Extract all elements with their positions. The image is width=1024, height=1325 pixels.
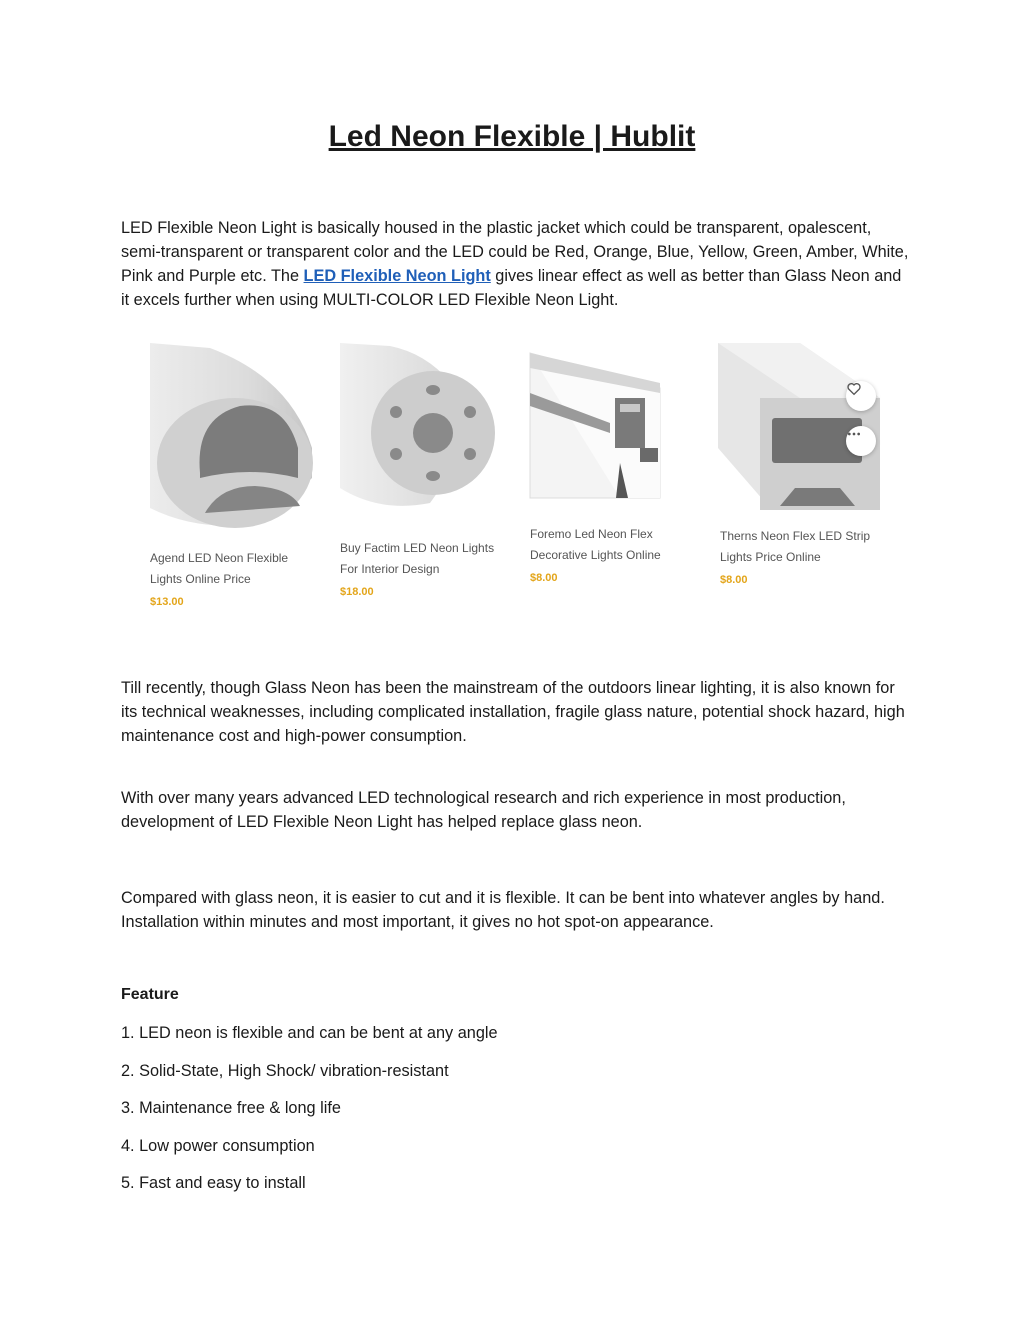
product-price: $18.00: [340, 586, 374, 598]
led-flexible-neon-light-link[interactable]: LED Flexible Neon Light: [303, 267, 491, 285]
paragraph-comparison: Compared with glass neon, it is easier to cut and it is flexible. It can be bent into whatever angles by hand. Installation within minutes and most important, it gives no hot spot-on appearance.: [121, 889, 885, 931]
product-price: $8.00: [530, 572, 558, 584]
more-horizontal-icon: [846, 426, 862, 442]
neon-profile-d-shape-icon: [140, 338, 320, 538]
product-name[interactable]: Buy Factim LED Neon Lights For Interior Design: [340, 541, 495, 576]
product-price: $13.00: [150, 596, 184, 608]
paragraph-glass-neon: Till recently, though Glass Neon has been the mainstream of the outdoors linear lighting, it is also known for its technical weaknesses, including complicated installation, fragile glass nature, potential shock hazard, high maintenance cost and high-power consumption.: [121, 679, 905, 745]
product-name[interactable]: Foremo Led Neon Flex Decorative Lights Online: [530, 527, 661, 562]
product-card[interactable]: [520, 338, 700, 618]
product-card[interactable]: [710, 338, 890, 618]
heart-icon: [846, 381, 862, 397]
intro-text-before: LED Flexible Neon Light is basically housed in the plastic jacket which could be transparent, opalescent, semi-transparent or transparent color and the LED could be Red, Orange, Blue, Yellow, Green, Amber, White, Pink and Purple etc. The: [121, 219, 909, 285]
page-title: Led Neon Flexible | Hublit: [328, 120, 696, 153]
intro-paragraph: [121, 216, 911, 312]
product-name[interactable]: Agend LED Neon Flexible Lights Online Price: [150, 551, 289, 586]
neon-profile-round-multi-hole-icon: [330, 338, 510, 538]
product-card[interactable]: [140, 338, 320, 618]
feature-item: 2. Solid-State, High Shock/ vibration-resistant: [121, 1062, 449, 1080]
product-price: $8.00: [720, 574, 748, 586]
intro-text-after: gives linear effect as well as better than Glass Neon and it excels further when using MULTI-COLOR LED Flexible Neon Light.: [121, 267, 902, 309]
neon-profile-side-emitting-icon: [520, 338, 700, 528]
product-card[interactable]: [330, 338, 510, 618]
feature-item: 5. Fast and easy to install: [121, 1174, 306, 1192]
product-image-strip: [140, 338, 900, 618]
feature-item: 1. LED neon is flexible and can be bent at any angle: [121, 1024, 498, 1042]
wishlist-button[interactable]: [846, 381, 876, 411]
paragraph-led-research: With over many years advanced LED technological research and rich experience in most production, development of LED Flexible Neon Light has helped replace glass neon.: [121, 789, 846, 831]
feature-item: 4. Low power consumption: [121, 1137, 315, 1155]
feature-heading: Feature: [121, 986, 179, 1003]
product-name[interactable]: Therns Neon Flex LED Strip Lights Price Online: [720, 529, 871, 564]
more-options-button[interactable]: [846, 426, 876, 456]
feature-item: 3. Maintenance free & long life: [121, 1099, 341, 1117]
